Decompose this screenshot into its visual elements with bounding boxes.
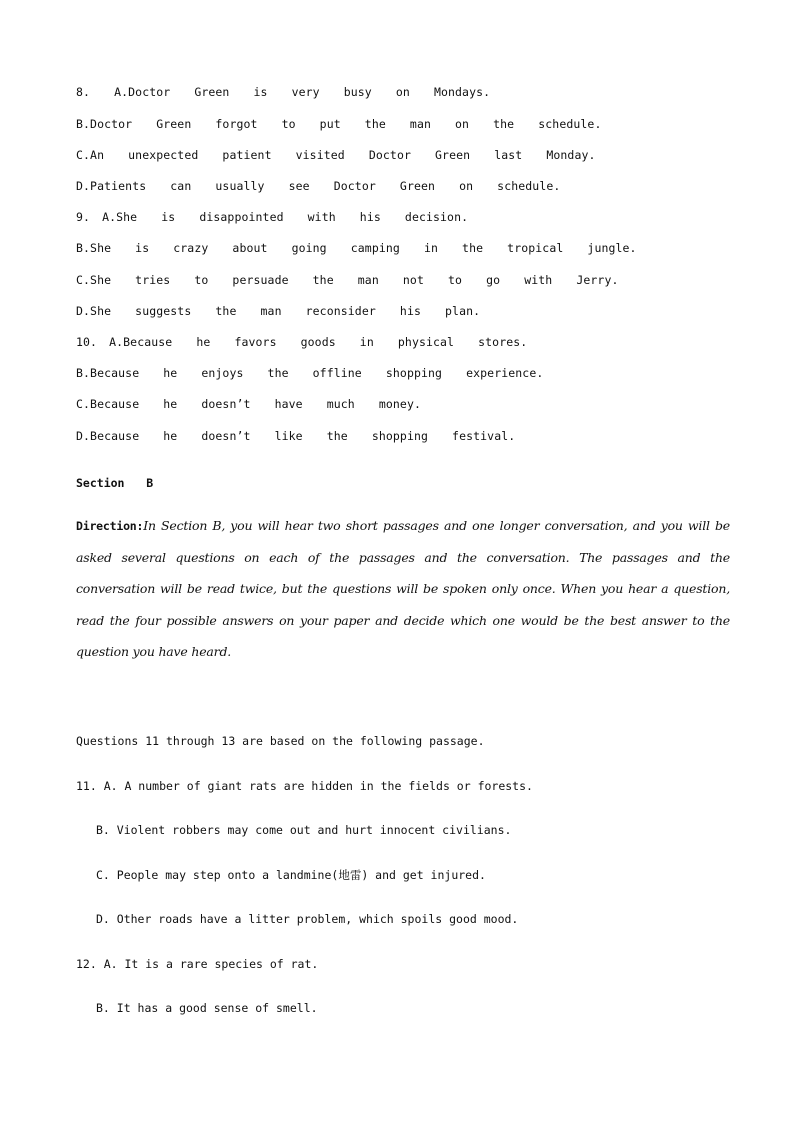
- q8-option-d: D.Patients can usually see Doctor Green on schedule.: [76, 179, 561, 193]
- q8-option-c: C.An unexpected patient visited Doctor Green last Monday.: [76, 148, 596, 162]
- q11-option-b: B. Violent robbers may come out and hurt innocent civilians.: [96, 823, 512, 837]
- q11-option-a: 11. A. A number of giant rats are hidden in the fields or forests.: [76, 779, 533, 793]
- direction-label: Direction:: [76, 519, 144, 533]
- section-b-title: Section B: [76, 476, 154, 490]
- q11-option-c: C. People may step onto a landmine(地雷) and get injured.: [96, 868, 486, 882]
- q10-option-c: C.Because he doesn’t have much money.: [76, 397, 421, 411]
- direction-text: In Section B, you will hear two short passages and one longer conversation, and you will be asked several questions on each of the passages and the conversation. The passages and the conversation will be read twice, but the questions will be spoken only once. When you hear a question, read the four possible answers on your paper and decide which one would be the best answer to the question you have heard.: [76, 518, 730, 659]
- passage-intro: Questions 11 through 13 are based on the following passage.: [76, 734, 485, 748]
- q11-option-d: D. Other roads have a litter problem, which spoils good mood.: [96, 912, 519, 926]
- section-b-direction: [76, 510, 730, 667]
- q12-option-b: B. It has a good sense of smell.: [96, 1001, 318, 1015]
- q8-option-a: 8. A.Doctor Green is very busy on Mondays.: [76, 85, 491, 99]
- q10-option-b: B.Because he enjoys the offline shopping experience.: [76, 366, 544, 380]
- q10-option-a: 10. A.Because he favors goods in physical stores.: [76, 335, 528, 349]
- q9-option-c: C.She tries to persuade the man not to go with Jerry.: [76, 273, 619, 287]
- q12-option-a: 12. A. It is a rare species of rat.: [76, 957, 319, 971]
- q9-option-a: 9. A.She is disappointed with his decision.: [76, 210, 469, 224]
- q8-option-b: B.Doctor Green forgot to put the man on the schedule.: [76, 117, 602, 131]
- q10-option-d: D.Because he doesn’t like the shopping festival.: [76, 429, 516, 443]
- q9-option-b: B.She is crazy about going camping in the tropical jungle.: [76, 241, 637, 255]
- q9-option-d: D.She suggests the man reconsider his plan.: [76, 304, 481, 318]
